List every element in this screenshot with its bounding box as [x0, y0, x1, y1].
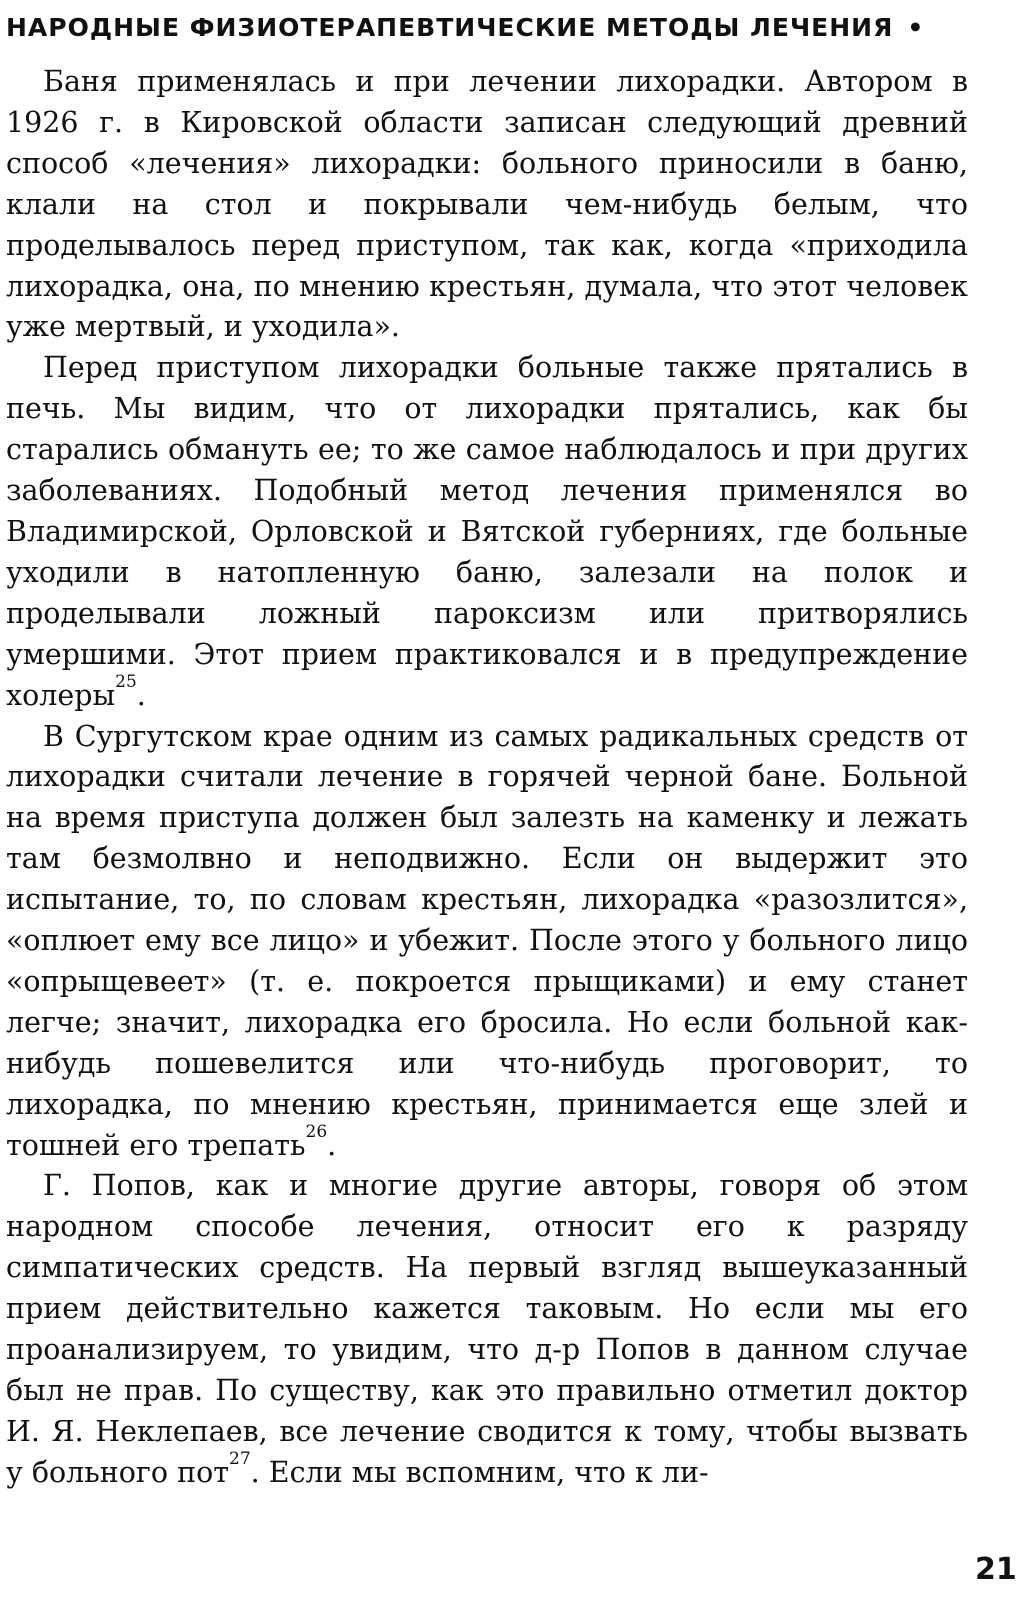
footnote-reference: 26 — [305, 1121, 328, 1142]
page-number: 21 — [975, 1552, 1017, 1587]
header-bullet: • — [907, 13, 925, 42]
footnote-reference: 25 — [115, 671, 137, 692]
body-text — [6, 62, 968, 1494]
paragraph-text: В Сургутском крае одним из самых радикальных средств от лихорадки считали лечение в горячей черной бане. Больной на время приступа должен был залезть на каменку и лежать там безмолвно и неподвижно. Если он выдержит это испытание, то, по словам крестьян, лихорадка «разозлится», «оплюет ему все лицо» и убежит. После этого у больного лицо «опрыщевеет» (т. е. покроется прыщиками) и ему станет легче; значит, лихорадка его бросила. Но если больной как-нибудь пошевелится или что-нибудь проговорит, то лихорадка, по мнению крестьян, принимается еще злей и тошней его трепать — [6, 719, 968, 1162]
paragraph-tail: . Если мы вспомним, что к ли- — [250, 1455, 709, 1489]
paragraph-text: Г. Попов, как и многие другие авторы, говоря об этом народном способе лечения, относит его к разряду симпатических средств. На первый взгляд вышеуказанный прием действительно кажется таковым. Но если мы его проанализируем, то увидим, что д-р Попов в данном случае был не прав. По существу, как это правильно отметил доктор И. Я. Неклепаев, все лечение сводится к тому, чтобы вызвать у больного пот — [6, 1169, 968, 1489]
paragraph-text: Перед приступом лихорадки больные также прятались в печь. Мы видим, что от лихорадки прятались, как бы старались обмануть ее; то же самое наблюдалось и при других заболеваниях. Подобный метод лечения применялся во Владимирской, Орловской и Вятской губерниях, где больные уходили в натопленную баню, залезали на полок и проделывали ложный пароксизм или притворялись умершими. Этот прием практиковался и в предупреждение холеры — [6, 351, 968, 712]
paragraph-text: Баня применялась и при лечении лихорадки. Автором в 1926 г. в Кировской области записан следующий древний способ «лечения» лихорадки: больного приносили в баню, клали на стол и покрывали чем-нибудь белым, что проделывалось перед приступом, так как, когда «приходила лихорадка, она, по мнению крестьян, думала, что этот человек уже мертвый, и уходила». — [6, 65, 968, 344]
paragraph — [6, 1166, 968, 1493]
footnote-reference: 27 — [229, 1448, 251, 1469]
paragraph — [6, 717, 968, 1167]
running-head — [6, 8, 1026, 48]
paragraph — [6, 348, 968, 716]
paragraph-tail: . — [136, 678, 146, 712]
paragraph-tail: . — [327, 1128, 337, 1162]
paragraph — [6, 62, 968, 348]
running-title: НАРОДНЫЕ ФИЗИОТЕРАПЕВТИЧЕСКИЕ МЕТОДЫ ЛЕЧЕНИЯ — [6, 13, 894, 42]
